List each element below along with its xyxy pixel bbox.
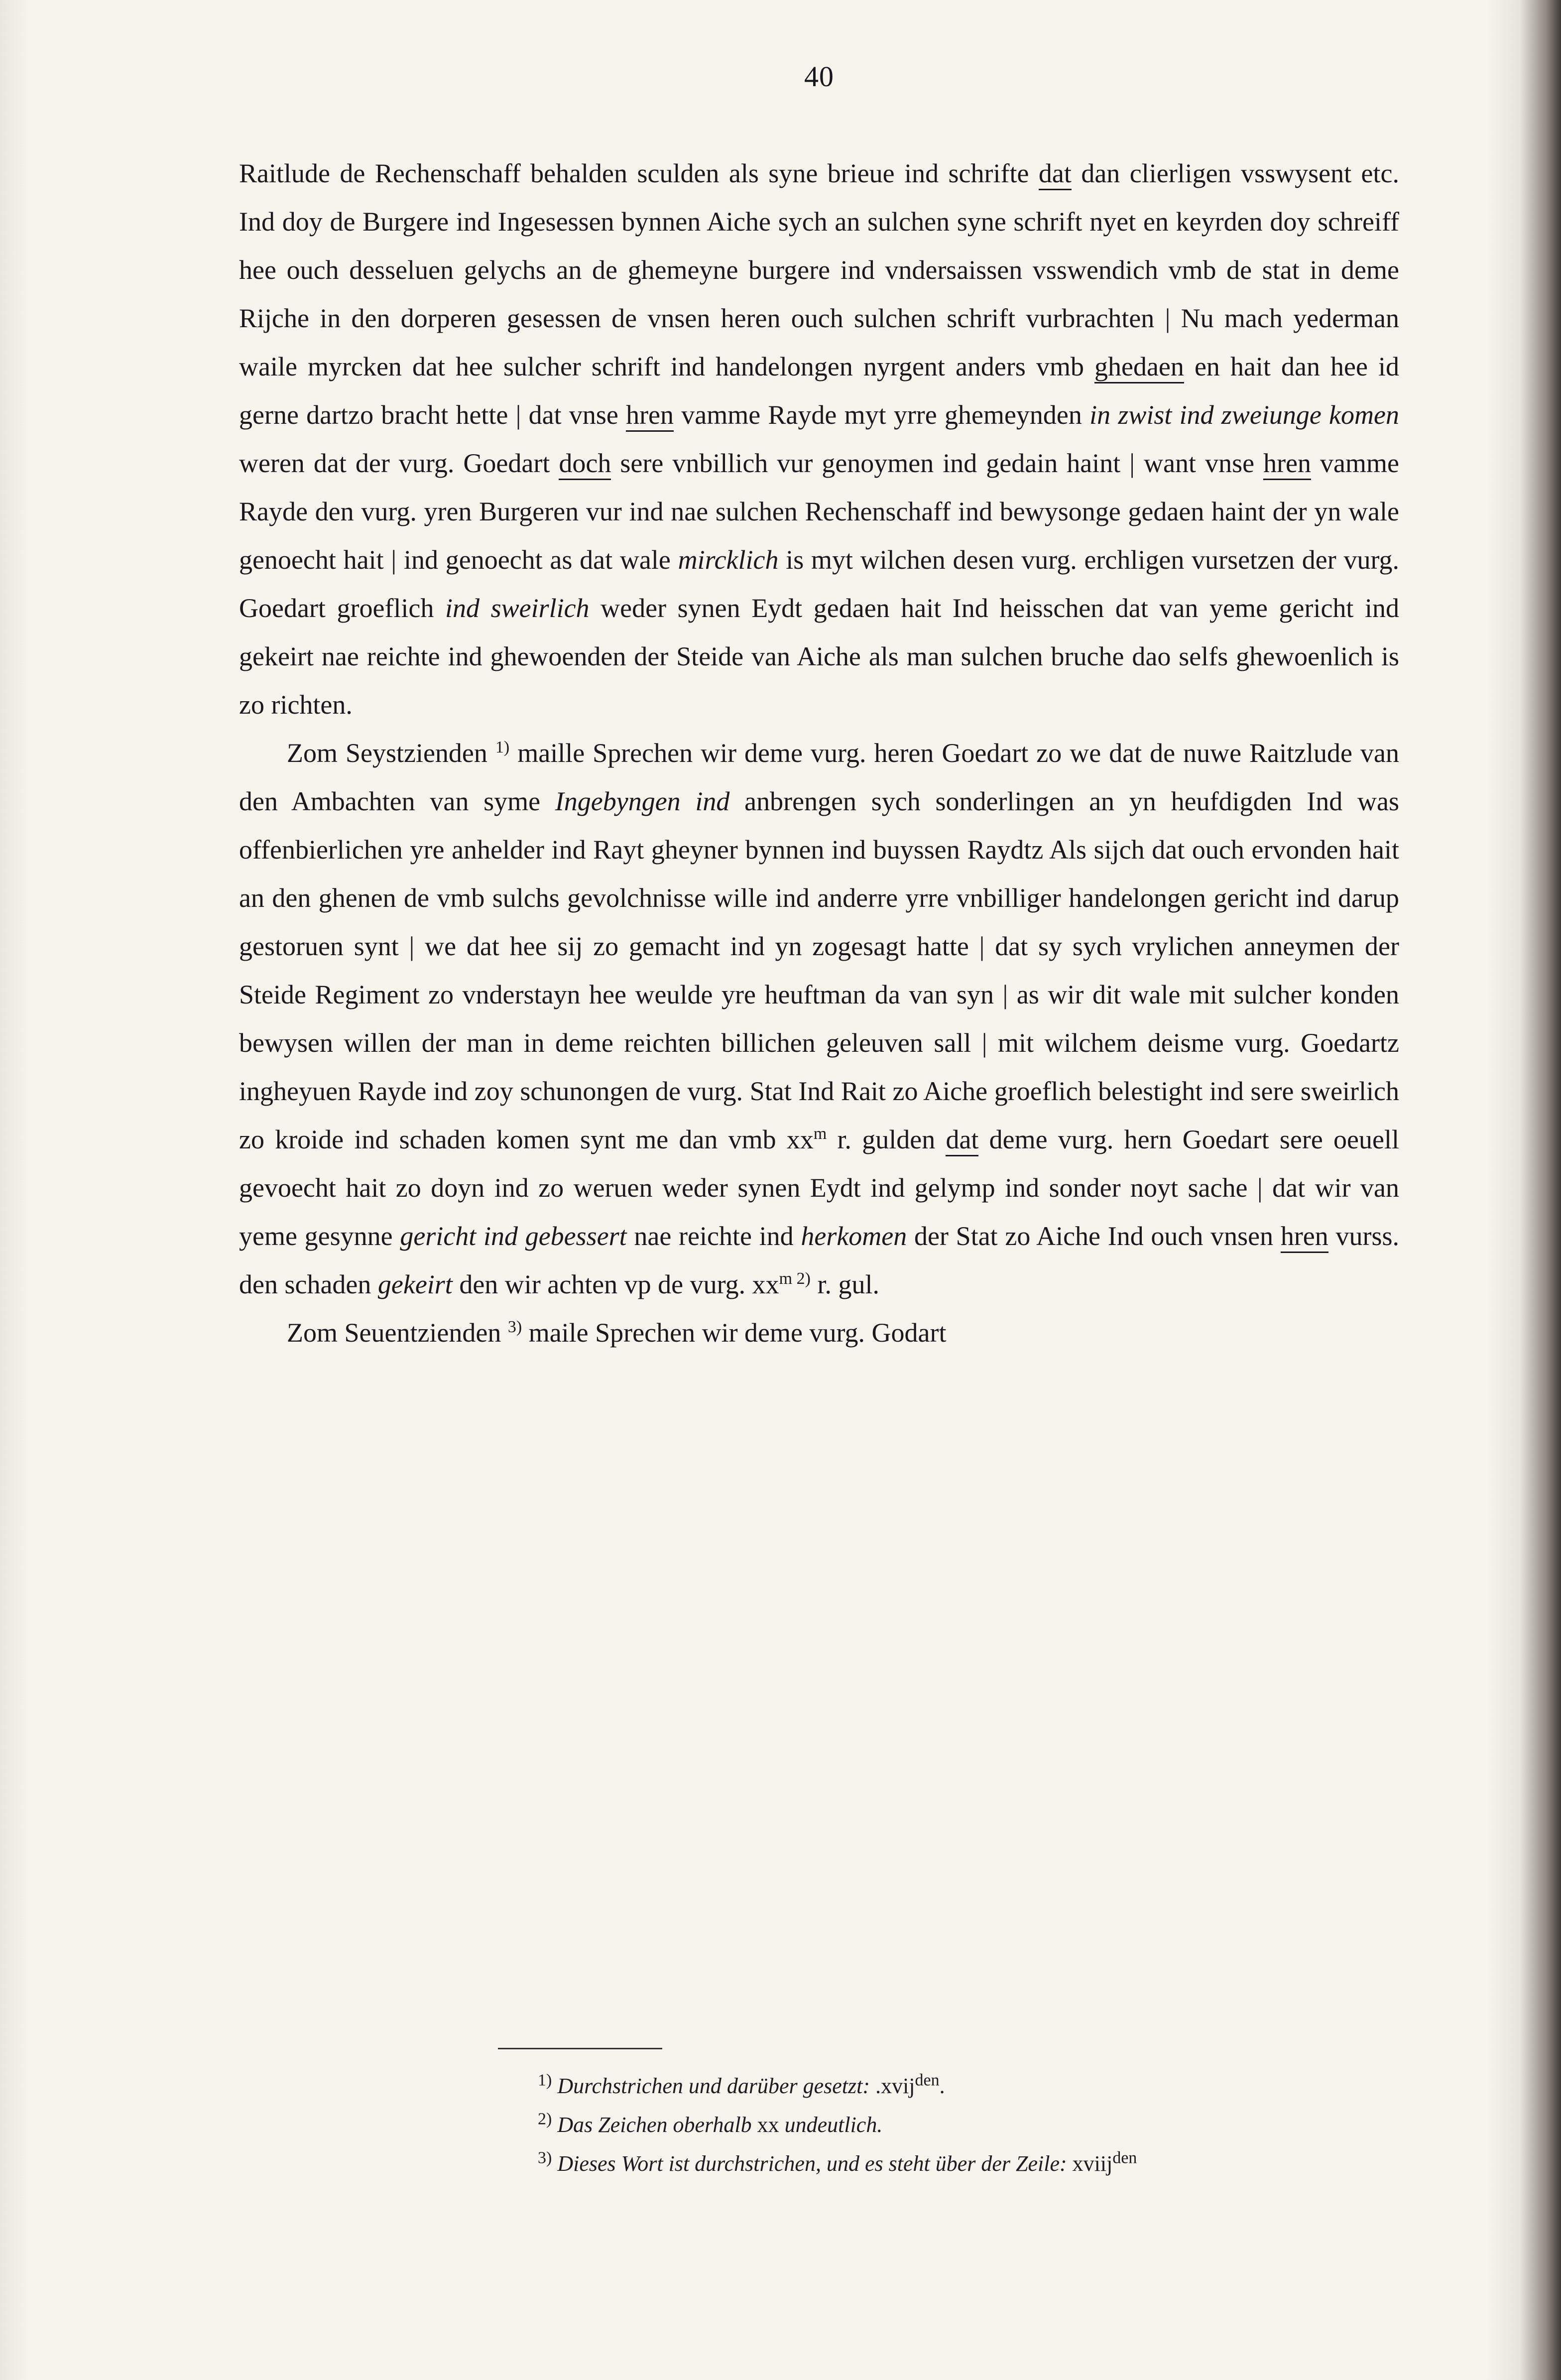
paragraph-1: Raitlude de Rechenschaff behalden sculden als syne brieue ind schrifte dat dan clierligen vsswysent etc. Ind doy de Burgere ind Ingesessen bynnen Aiche sych an sulchen syne schrift nyet en keyrden doy schreiff hee ouch desseluen gelychs an de ghemeyne burgere ind vndersaissen vsswendich vmb de stat in deme Rijche in den dorperen gesessen de vnsen heren ouch sulchen schrift vurbrachten | Nu mach yederman waile myrcken dat hee sulcher schrift ind handelongen nyrgent anders vmb ghedaen en hait dan hee id gerne dartzo bracht hette | dat vnse hren vamme Rayde myt yrre ghemeynden in zwist ind zweiunge komen weren dat der vurg. Goedart doch sere vnbillich vur genoymen ind gedain haint | want vnse hren vamme Rayde den vurg. yren Burgeren vur ind nae sulchen Rechenschaff ind bewysonge gedaen haint der yn wale genoecht hait | ind genoecht as dat wale mircklich is myt wilchen desen vurg. erchligen vursetzen der vurg. Goedart groeflich ind sweirlich weder synen Eydt gedaen hait Ind heisschen dat van yeme gericht ind gekeirt nae reichte ind ghewoenden der Steide van Aiche als man sulchen bruche dao selfs ghewoenlich is zo richten. xyxy=(239,158,1399,720)
footnote-item: $^{2)}$ Das Zeichen oberhalb xx undeutlich. xyxy=(538,2110,883,2137)
footnotes-block xyxy=(239,2067,1399,2183)
paragraph-2: Zom Seystzienden $^{1)}$ maille Sprechen wir deme vurg. heren Goedart zo we dat de nuwe Raitzlude van den Ambachten van syme Ingebyngen ind anbrengen sych sonderlingen an yn heufdigden Ind was offenbierlichen yre anhelder ind Rayt gheyner bynnen ind buyssen Raydtz Als sijch dat ouch ervonden hait an den ghenen de vmb sulchs gevolchnisse wille ind anderre yrre vnbilliger handelongen gericht ind darup gestoruen synt | we dat hee sij zo gemacht ind yn zogesagt hatte | dat sy sych vrylichen anneymen der Steide Regiment zo vnderstayn hee weulde yre heuftman da van syn | as wir dit wale mit sulcher konden bewysen willen der man in deme reichten billichen geleuven sall | mit wilchem deisme vurg. Goedartz ingheyuen Rayde ind zoy schunongen de vurg. Stat Ind Rait zo Aiche groeflich belestight ind sere sweirlich zo kroide ind schaden komen synt me dan vmb $xx^m$ r. gulden dat deme vurg. hern Goedart sere oeuell gevoecht hait zo doyn ind zo weruen weder synen Eydt ind gelymp ind sonder noyt sache | dat wir van yeme gesynne gericht ind gebessert nae reichte ind herkomen der Stat zo Aiche Ind ouch vnsen hren vurss. den schaden gekeirt den wir achten vp de vurg. $xx^m$ $^{2)}$ r. gul. xyxy=(239,738,1399,1299)
body-text xyxy=(239,149,1399,1357)
footnote-marker: 3) xyxy=(538,2148,552,2167)
paragraph-3: Zom Seuentzienden $^{3)}$ maile Sprechen wir deme vurg. Godart xyxy=(287,1318,947,1348)
page-number: 40 xyxy=(804,60,834,93)
footnote-marker: 2) xyxy=(538,2110,552,2129)
footnote-marker: 1) xyxy=(538,2071,552,2090)
page-content xyxy=(234,0,1404,2380)
footnote-item: $^{3)}$ Dieses Wort ist durchstrichen, und es steht über der Zeile: xviij$^{den}$ xyxy=(538,2148,1137,2176)
left-edge-shadow xyxy=(0,0,30,2380)
footnote-separator-rule xyxy=(498,2048,662,2049)
footnote-item: $^{1)}$ Durchstrichen und darüber gesetzt: .xvij$^{den}$. xyxy=(538,2071,945,2098)
book-gutter-shadow xyxy=(1486,0,1561,2380)
